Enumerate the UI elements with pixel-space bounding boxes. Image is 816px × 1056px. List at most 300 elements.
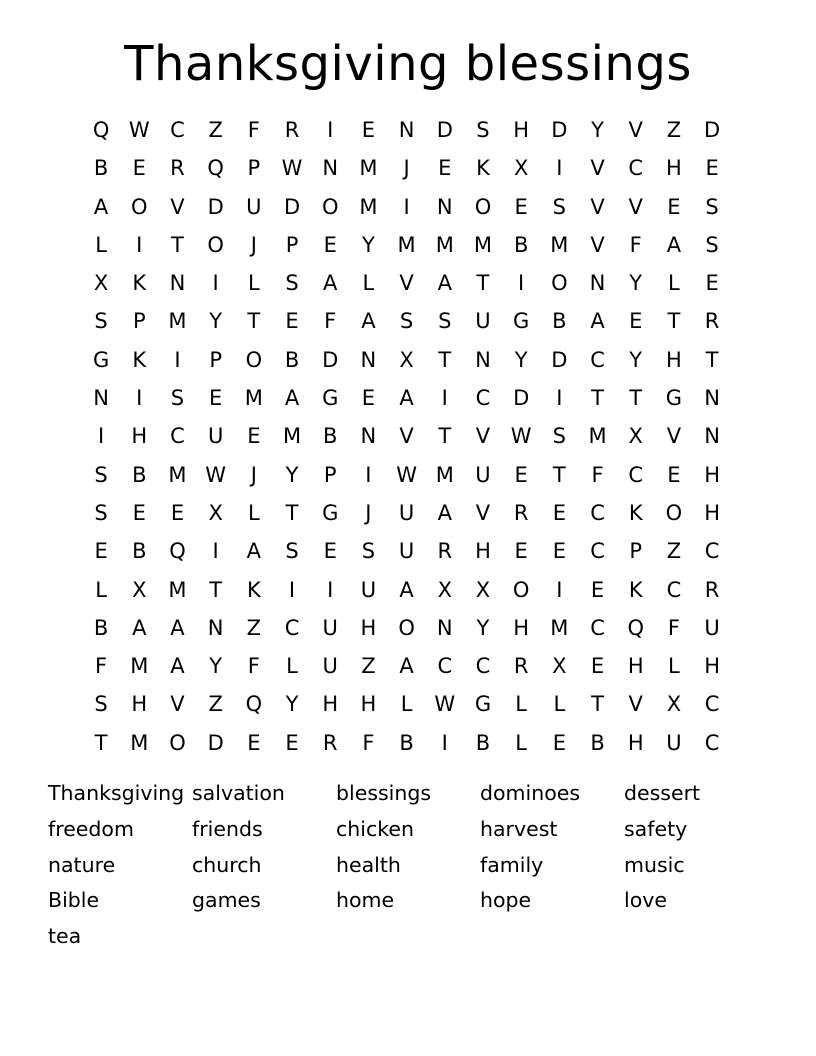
grid-letter: G xyxy=(92,347,110,372)
grid-letter: D xyxy=(551,118,568,142)
grid-letter: M xyxy=(130,730,149,755)
grid-letter: S xyxy=(285,271,299,296)
grid-letter: I xyxy=(97,424,105,449)
grid-letter: D xyxy=(207,730,224,755)
grid-letter: C xyxy=(475,386,491,411)
grid-letter: N xyxy=(589,271,606,296)
grid-letter: R xyxy=(513,500,529,525)
grid-letter: H xyxy=(627,654,644,679)
grid-letter: Q xyxy=(92,118,110,142)
grid-letter: S xyxy=(94,692,108,717)
grid-letter: T xyxy=(94,730,108,755)
grid-letter: F xyxy=(95,654,108,679)
grid-letter: C xyxy=(170,424,185,449)
grid-letter: E xyxy=(247,424,261,449)
grid-letter: B xyxy=(93,615,109,640)
grid-letter: E xyxy=(629,309,643,334)
word-list-item: love xyxy=(624,888,667,913)
grid-letter: I xyxy=(441,730,448,755)
grid-letter: H xyxy=(131,424,148,449)
grid-letter: X xyxy=(93,271,109,296)
grid-letter: E xyxy=(361,386,376,411)
grid-letter: Z xyxy=(361,654,376,679)
grid-letter: P xyxy=(285,232,299,257)
grid-letter: U xyxy=(475,309,491,334)
grid-letter: U xyxy=(322,654,338,679)
grid-letter: N xyxy=(436,194,453,219)
word-list-item: family xyxy=(480,852,544,877)
grid-letter: N xyxy=(398,118,415,142)
grid-letter: E xyxy=(514,462,528,487)
grid-letter: X xyxy=(399,347,414,372)
grid-letter: I xyxy=(327,118,334,142)
grid-letter: C xyxy=(704,692,720,717)
grid-letter: B xyxy=(284,347,300,372)
grid-letter: H xyxy=(704,654,720,679)
grid-letter: G xyxy=(474,692,492,717)
grid-letter: M xyxy=(359,156,378,181)
word-list-item: freedom xyxy=(48,816,134,841)
grid-letter: C xyxy=(590,347,605,372)
grid-letter: E xyxy=(361,118,376,142)
grid-letter: E xyxy=(285,730,299,755)
grid-letter: A xyxy=(361,309,376,334)
grid-letter: H xyxy=(360,692,377,717)
grid-letter: L xyxy=(553,692,566,717)
grid-letter: K xyxy=(476,156,490,181)
grid-letter: X xyxy=(208,500,223,525)
grid-letter: B xyxy=(399,730,414,755)
grid-letter: D xyxy=(207,194,224,219)
grid-letter: C xyxy=(590,539,605,564)
grid-letter: O xyxy=(398,615,415,640)
grid-letter: M xyxy=(168,462,187,487)
grid-letter: D xyxy=(704,118,721,142)
grid-letter: H xyxy=(627,730,644,755)
grid-letter: P xyxy=(247,156,261,181)
grid-letter: R xyxy=(284,118,300,142)
grid-letter: Z xyxy=(208,692,223,717)
grid-letter: D xyxy=(436,118,453,142)
grid-letter: V xyxy=(590,156,605,181)
grid-letter: T xyxy=(667,309,681,334)
grid-letter: V xyxy=(628,692,643,717)
word-list-item: blessings xyxy=(336,781,432,805)
grid-letter: H xyxy=(475,539,491,564)
grid-letter: F xyxy=(247,654,260,679)
grid-letter: B xyxy=(132,462,147,487)
grid-letter: M xyxy=(244,386,263,411)
grid-letter: J xyxy=(403,156,410,181)
grid-letter: E xyxy=(705,271,719,296)
grid-letter: M xyxy=(359,194,378,219)
grid-letter: Q xyxy=(207,156,224,181)
grid-letter: J xyxy=(250,462,257,487)
grid-letter: V xyxy=(590,194,605,219)
grid-letter: A xyxy=(666,232,682,257)
grid-letter: B xyxy=(475,730,491,755)
grid-letter: L xyxy=(515,730,527,755)
grid-letter: Z xyxy=(246,615,262,640)
grid-letter: L xyxy=(362,271,375,296)
grid-letter: V xyxy=(399,271,414,296)
grid-letter: E xyxy=(552,539,566,564)
grid-letter: M xyxy=(168,309,187,334)
grid-letter: U xyxy=(360,577,377,602)
grid-letter: N xyxy=(704,386,720,411)
grid-letter: F xyxy=(667,615,680,640)
grid-letter: L xyxy=(515,692,527,717)
word-list-item: safety xyxy=(624,816,688,841)
grid-letter: A xyxy=(170,654,185,679)
grid-letter: Y xyxy=(209,309,223,334)
grid-letter: I xyxy=(136,232,143,257)
grid-letter: C xyxy=(475,654,491,679)
grid-letter: X xyxy=(513,156,529,181)
grid-letter: J xyxy=(365,500,372,525)
word-list-item: health xyxy=(336,852,401,877)
word-list-item: hope xyxy=(480,888,532,913)
grid-letter: B xyxy=(93,156,109,181)
grid-letter: B xyxy=(552,309,567,334)
grid-letter: B xyxy=(590,730,605,755)
grid-letter: W xyxy=(510,424,532,449)
word-list-item: chicken xyxy=(336,816,414,841)
grid-letter: O xyxy=(169,730,186,755)
grid-letter: Q xyxy=(245,692,263,717)
grid-letter: E xyxy=(667,194,681,219)
grid-letter: B xyxy=(513,232,529,257)
grid-letter: T xyxy=(476,271,490,296)
grid-letter: Q xyxy=(169,539,186,564)
grid-letter: E xyxy=(132,500,146,525)
grid-letter: A xyxy=(399,386,414,411)
grid-letter: O xyxy=(512,577,530,602)
grid-letter: E xyxy=(705,156,719,181)
grid-letter: E xyxy=(94,539,108,564)
word-list-item: harvest xyxy=(480,816,558,841)
grid-letter: C xyxy=(666,577,682,602)
grid-letter: Y xyxy=(209,654,223,679)
grid-letter: T xyxy=(438,347,452,372)
grid-letter: P xyxy=(209,347,222,372)
grid-letter: A xyxy=(93,194,109,219)
grid-letter: E xyxy=(285,309,299,334)
grid-letter: M xyxy=(588,424,607,449)
grid-letter: M xyxy=(130,654,149,679)
word-list-item: dessert xyxy=(624,781,701,805)
grid-letter: E xyxy=(323,232,337,257)
grid-letter: L xyxy=(247,500,260,525)
grid-letter: S xyxy=(552,424,567,449)
grid-letter: N xyxy=(360,424,377,449)
grid-letter: H xyxy=(704,462,720,487)
grid-letter: H xyxy=(322,692,339,717)
grid-letter: V xyxy=(628,118,643,142)
grid-letter: M xyxy=(435,462,454,487)
grid-letter: U xyxy=(398,539,415,564)
grid-letter: A xyxy=(437,500,452,525)
grid-letter: A xyxy=(170,615,185,640)
grid-letter: O xyxy=(131,194,148,219)
grid-letter: H xyxy=(131,692,148,717)
grid-letter: E xyxy=(590,577,605,602)
grid-letter: U xyxy=(666,730,682,755)
grid-letter: U xyxy=(398,500,415,525)
grid-letter: X xyxy=(666,692,682,717)
grid-letter: T xyxy=(705,347,719,372)
word-list-item: church xyxy=(192,852,262,877)
grid-letter: A xyxy=(246,539,262,564)
grid-letter: E xyxy=(247,730,261,755)
grid-letter: N xyxy=(475,347,491,372)
grid-letter: I xyxy=(327,577,334,602)
grid-letter: S xyxy=(552,194,567,219)
grid-letter: G xyxy=(665,386,683,411)
grid-letter: F xyxy=(324,309,337,334)
word-list-item: dominoes xyxy=(480,781,581,805)
grid-letter: C xyxy=(437,654,453,679)
grid-letter: V xyxy=(666,424,682,449)
grid-letter: N xyxy=(360,347,377,372)
grid-letter: T xyxy=(285,500,299,525)
grid-letter: I xyxy=(212,271,219,296)
grid-letter: Y xyxy=(285,692,299,717)
grid-letter: E xyxy=(590,654,605,679)
grid-letter: A xyxy=(590,309,605,334)
word-list-item: salvation xyxy=(192,781,285,805)
grid-letter: S xyxy=(438,309,452,334)
grid-letter: L xyxy=(247,271,260,296)
grid-letter: W xyxy=(434,692,456,717)
grid-letter: T xyxy=(552,462,566,487)
grid-letter: C xyxy=(284,615,300,640)
grid-letter: X xyxy=(628,424,643,449)
grid-letter: I xyxy=(556,386,563,411)
grid-letter: Z xyxy=(666,118,682,142)
grid-letter: K xyxy=(628,577,643,602)
word-list-item: nature xyxy=(48,852,116,877)
grid-letter: I xyxy=(174,347,181,372)
grid-letter: T xyxy=(591,386,604,411)
grid-letter: S xyxy=(361,539,376,564)
grid-letter: M xyxy=(282,424,302,449)
grid-letter: A xyxy=(399,654,414,679)
grid-letter: H xyxy=(360,615,377,640)
grid-letter: D xyxy=(551,347,568,372)
grid-letter: I xyxy=(556,156,563,181)
grid-letter: U xyxy=(207,424,224,449)
grid-letter: S xyxy=(94,462,108,487)
grid-letter: K xyxy=(628,500,643,525)
letter-grid xyxy=(82,111,731,762)
grid-letter: S xyxy=(705,232,719,257)
grid-letter: N xyxy=(436,615,453,640)
grid-letter: T xyxy=(591,692,604,717)
grid-letter: D xyxy=(322,347,339,372)
grid-letter: Y xyxy=(591,118,604,142)
grid-letter: R xyxy=(437,539,453,564)
grid-letter: J xyxy=(250,232,257,257)
grid-letter: O xyxy=(321,194,339,219)
grid-letter: H xyxy=(666,347,682,372)
grid-letter: O xyxy=(207,232,224,257)
grid-letter: X xyxy=(552,654,567,679)
grid-letter: V xyxy=(475,500,491,525)
grid-letter: T xyxy=(629,386,643,411)
grid-letter: B xyxy=(323,424,338,449)
grid-letter: F xyxy=(591,462,604,487)
grid-letter: V xyxy=(628,194,643,219)
grid-letter: S xyxy=(705,194,719,219)
grid-letter: L xyxy=(95,577,107,602)
grid-letter: I xyxy=(518,271,525,296)
grid-letter: K xyxy=(246,577,261,602)
grid-letter: X xyxy=(475,577,491,602)
grid-letter: N xyxy=(169,271,186,296)
grid-letter: F xyxy=(362,730,375,755)
grid-letter: I xyxy=(365,462,372,487)
grid-letter: L xyxy=(668,654,680,679)
grid-letter: W xyxy=(128,118,150,142)
grid-letter: O xyxy=(551,271,568,296)
grid-letter: C xyxy=(628,462,644,487)
grid-letter: E xyxy=(132,156,146,181)
grid-letter: E xyxy=(552,730,566,755)
grid-letter: I xyxy=(136,386,143,411)
grid-letter: T xyxy=(171,232,184,257)
grid-letter: V xyxy=(399,424,414,449)
grid-letter: C xyxy=(590,500,605,525)
grid-letter: A xyxy=(437,271,452,296)
grid-letter: L xyxy=(95,232,107,257)
grid-letter: M xyxy=(550,615,569,640)
grid-letter: S xyxy=(399,309,414,334)
grid-letter: Y xyxy=(361,232,375,257)
grid-letter: T xyxy=(209,577,223,602)
grid-letter: A xyxy=(399,577,414,602)
grid-letter: H xyxy=(666,156,682,181)
grid-letter: U xyxy=(246,194,262,219)
grid-letter: V xyxy=(170,692,185,717)
grid-letter: G xyxy=(322,500,339,525)
grid-letter: D xyxy=(513,386,530,411)
word-list-item: home xyxy=(336,888,395,913)
word-list-item: Bible xyxy=(48,888,100,913)
grid-letter: F xyxy=(247,118,260,142)
grid-letter: T xyxy=(247,309,261,334)
grid-letter: M xyxy=(168,577,187,602)
grid-letter: L xyxy=(286,654,298,679)
grid-letter: H xyxy=(704,500,720,525)
grid-letter: V xyxy=(170,194,185,219)
grid-letter: R xyxy=(322,730,338,755)
grid-letter: F xyxy=(629,232,642,257)
grid-letter: U xyxy=(322,615,338,640)
grid-letter: O xyxy=(665,500,683,525)
word-list-item: tea xyxy=(48,924,82,949)
grid-letter: K xyxy=(132,347,147,372)
grid-letter: P xyxy=(629,539,643,564)
grid-letter: Z xyxy=(666,539,682,564)
page-title: Thanksgiving blessings xyxy=(124,36,692,92)
grid-letter: W xyxy=(205,462,227,487)
grid-letter: E xyxy=(667,462,681,487)
grid-letter: R xyxy=(704,577,720,602)
word-list-item: music xyxy=(624,852,685,877)
grid-letter: Y xyxy=(629,271,643,296)
grid-letter: U xyxy=(475,462,491,487)
grid-letter: M xyxy=(550,232,569,257)
grid-letter: R xyxy=(704,309,720,334)
grid-letter: I xyxy=(403,194,410,219)
grid-letter: H xyxy=(513,118,530,142)
grid-letter: K xyxy=(132,271,147,296)
grid-letter: I xyxy=(441,386,448,411)
grid-letter: S xyxy=(285,539,299,564)
word-list-item: friends xyxy=(192,816,263,841)
grid-letter: S xyxy=(476,118,490,142)
grid-letter: X xyxy=(132,577,147,602)
grid-letter: S xyxy=(94,309,108,334)
grid-letter: E xyxy=(323,539,337,564)
grid-letter: I xyxy=(212,539,219,564)
grid-letter: G xyxy=(513,309,530,334)
grid-letter: D xyxy=(283,194,301,219)
word-list-item: games xyxy=(192,888,261,913)
grid-letter: Z xyxy=(208,118,223,142)
grid-letter: R xyxy=(513,654,529,679)
grid-letter: C xyxy=(704,539,720,564)
grid-letter: W xyxy=(396,462,417,487)
grid-letter: I xyxy=(288,577,296,602)
grid-letter: X xyxy=(437,577,452,602)
grid-letter: S xyxy=(170,386,185,411)
grid-letter: N xyxy=(322,156,339,181)
grid-letter: B xyxy=(132,539,147,564)
grid-letter: T xyxy=(438,424,452,449)
grid-letter: V xyxy=(590,232,605,257)
grid-letter: S xyxy=(94,500,108,525)
grid-letter: E xyxy=(514,539,528,564)
grid-letter: V xyxy=(475,424,491,449)
word-list-item: Thanksgiving xyxy=(48,781,185,805)
grid-letter: Y xyxy=(476,615,490,640)
grid-letter: N xyxy=(704,424,720,449)
grid-letter: Y xyxy=(285,462,299,487)
grid-letter: U xyxy=(704,615,720,640)
grid-letter: I xyxy=(556,577,563,602)
grid-letter: O xyxy=(245,347,263,372)
grid-letter: R xyxy=(170,156,185,181)
grid-letter: C xyxy=(590,615,605,640)
grid-letter: N xyxy=(207,615,224,640)
grid-letter: W xyxy=(281,156,303,181)
grid-letter: O xyxy=(474,194,492,219)
grid-letter: A xyxy=(284,386,300,411)
grid-letter: L xyxy=(668,271,680,296)
grid-letter: L xyxy=(400,692,413,717)
grid-letter: M xyxy=(397,232,416,257)
grid-letter: E xyxy=(209,386,223,411)
grid-letter: N xyxy=(93,386,109,411)
grid-letter: A xyxy=(132,615,147,640)
grid-letter: Y xyxy=(514,347,528,372)
grid-letter: G xyxy=(322,386,339,411)
grid-letter: M xyxy=(473,232,493,257)
grid-letter: C xyxy=(704,730,720,755)
grid-letter: H xyxy=(513,615,530,640)
